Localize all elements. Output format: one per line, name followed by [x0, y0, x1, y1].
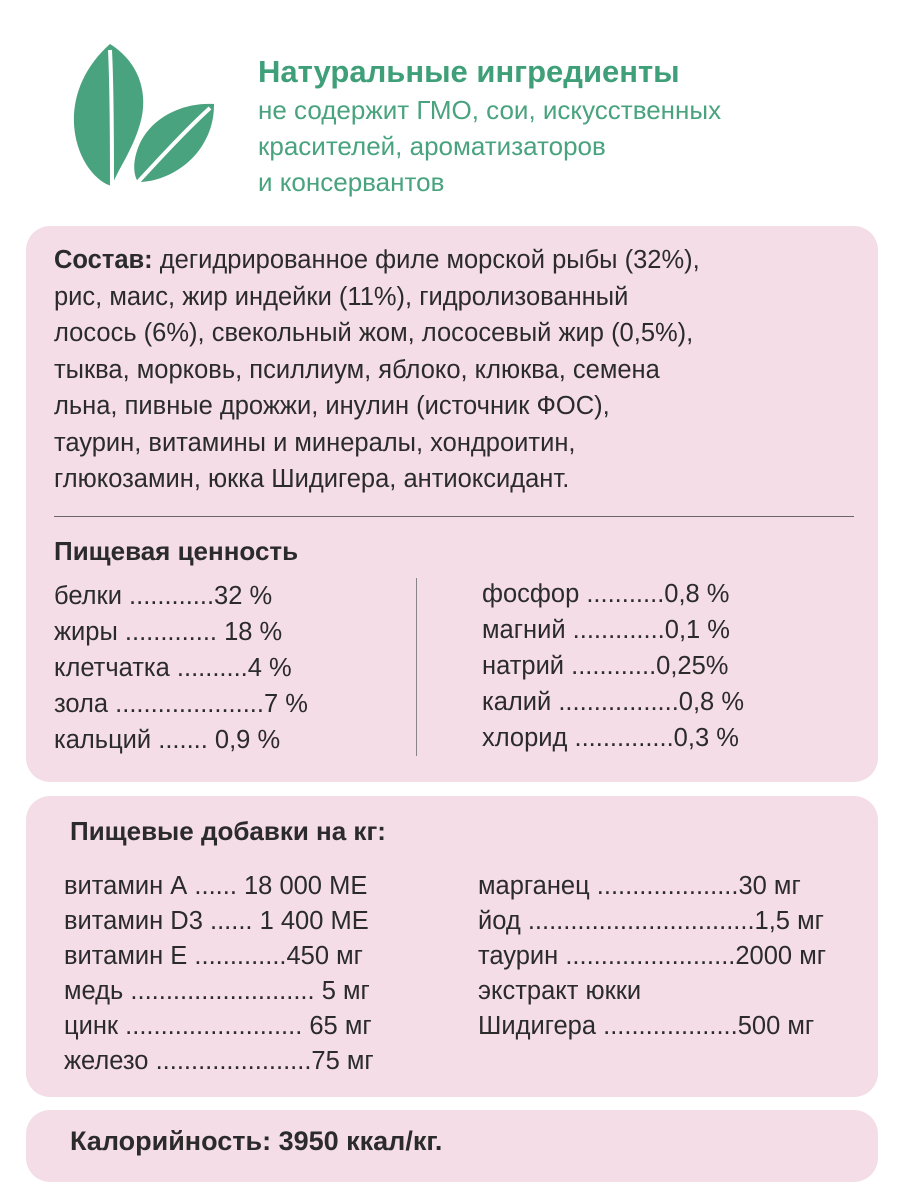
composition-label: Состав: [54, 246, 153, 274]
composition-line: тыква, морковь, псиллиум, яблоко, клюква, семена [54, 355, 660, 384]
composition-line: Состав: дегидрированное филе морской рыбы (32%), [54, 246, 700, 274]
additives-card [26, 796, 878, 1097]
additive-item: цинк ......................... 65 мг [64, 1012, 372, 1040]
large-leaf-icon [74, 44, 143, 186]
additive-item: йод ................................1,5 мг [478, 907, 824, 935]
nutrition-item: фосфор ...........0,8 % [482, 580, 730, 608]
header-subtitle-line: не содержит ГМО, сои, искусственных [258, 95, 722, 125]
additives-title: Пищевые добавки на кг: [70, 816, 386, 846]
calories-card [26, 1110, 878, 1182]
nutrition-title: Пищевая ценность [54, 536, 299, 566]
nutrition-item: натрий ............0,25% [482, 652, 729, 680]
header [258, 52, 878, 200]
additive-item: медь .......................... 5 мг [64, 977, 370, 1005]
leaf-logo-icon [62, 40, 222, 190]
additive-item: таурин ........................2000 мг [478, 942, 827, 970]
additive-item: витамин Е .............450 мг [64, 942, 363, 970]
additive-item: Шидигера ...................500 мг [478, 1012, 815, 1040]
composition-card [26, 226, 878, 782]
composition-line: глюкозамин, юкка Шидигера, антиоксидант. [54, 465, 570, 493]
nutrition-item: калий .................0,8 % [482, 688, 744, 716]
composition-line: лосось (6%), свекольный жом, лососевый жир (0,5%), [54, 319, 694, 347]
additive-item: марганец ....................30 мг [478, 872, 801, 900]
header-title: Натуральные ингредиенты [258, 54, 680, 89]
composition-line: льна, пивные дрожжи, инулин (источник ФОС), [54, 392, 610, 420]
header-subtitle-line: и консервантов [258, 167, 445, 197]
additive-item: витамин D3 ...... 1 400 МЕ [64, 907, 369, 935]
composition-text [54, 242, 850, 498]
additive-item: витамин А ...... 18 000 МЕ [64, 872, 368, 900]
calories-text: Калорийность: 3950 ккал/кг. [70, 1126, 443, 1156]
nutrition-item: зола .....................7 % [54, 690, 308, 718]
composition-line: рис, маис, жир индейки (11%), гидролизованный [54, 282, 629, 311]
nutrition-item: кальций ....... 0,9 % [54, 726, 281, 754]
nutrition-item: белки ............32 % [54, 582, 273, 610]
nutrition-item: клетчатка ..........4 % [54, 654, 292, 682]
column-divider [416, 578, 417, 756]
nutrition-item: магний .............0,1 % [482, 616, 730, 644]
additive-item: экстракт юкки [478, 977, 642, 1005]
nutrition-item: жиры ............. 18 % [54, 618, 283, 646]
additive-item: железо ......................75 мг [64, 1047, 374, 1075]
composition-line: таурин, витамины и минералы, хондроитин, [54, 428, 576, 457]
section-divider [54, 516, 854, 517]
header-subtitle-line: красителей, ароматизаторов [258, 131, 606, 161]
nutrition-item: хлорид ..............0,3 % [482, 724, 739, 752]
